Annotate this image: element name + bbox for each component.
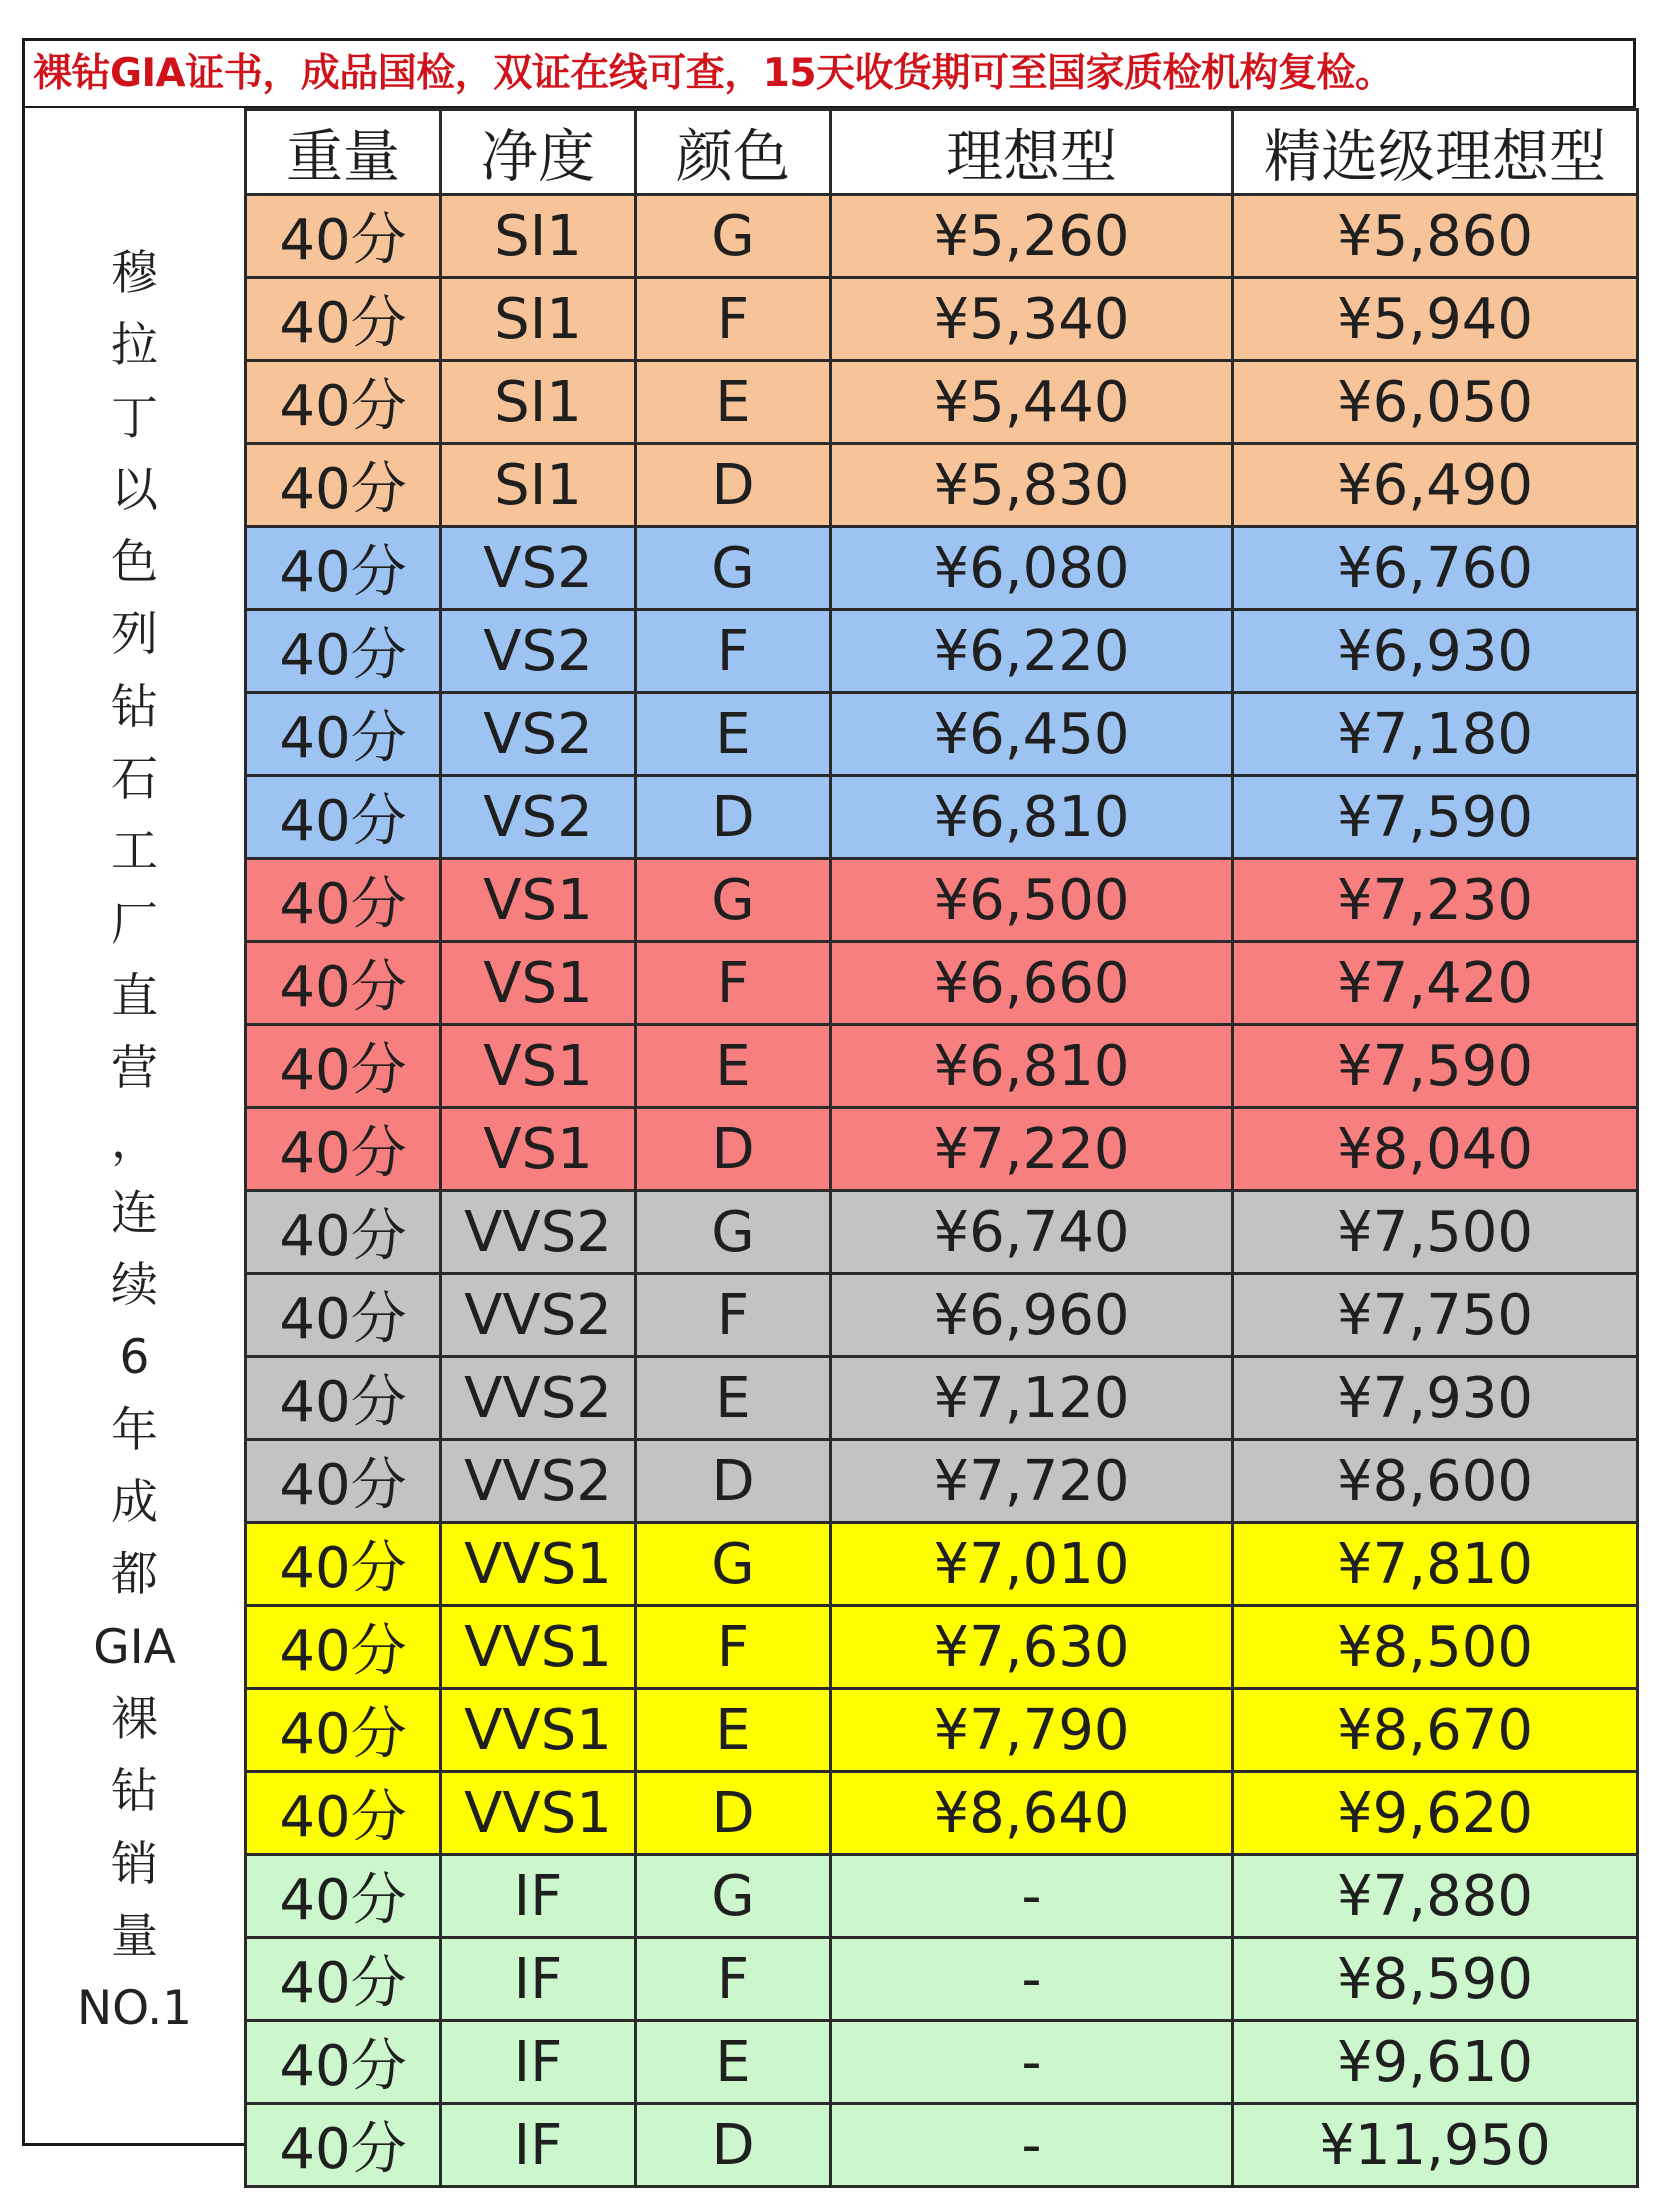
- cell-clarity: VS1: [441, 1025, 636, 1108]
- cell-clarity: VVS2: [441, 1191, 636, 1274]
- cell-ideal-price: ¥7,220: [831, 1108, 1233, 1191]
- sidebar-char: 钻: [111, 1764, 158, 1820]
- sidebar-char: 6: [119, 1330, 150, 1386]
- cell-select-price: ¥6,760: [1233, 527, 1638, 610]
- sidebar-char: 色: [111, 535, 158, 591]
- sidebar-char: 营: [111, 1041, 158, 1097]
- sidebar-char: 直: [111, 968, 158, 1024]
- cell-weight: 40分: [246, 1440, 441, 1523]
- sidebar-char: NO.1: [76, 1981, 193, 2037]
- cell-clarity: VS1: [441, 942, 636, 1025]
- cell-ideal-price: -: [831, 2104, 1233, 2187]
- cell-color: F: [636, 1274, 831, 1357]
- cell-ideal-price: ¥5,440: [831, 361, 1233, 444]
- table-row: [246, 1689, 1638, 1772]
- cell-select-price: ¥7,590: [1233, 1025, 1638, 1108]
- cell-color: G: [636, 1855, 831, 1938]
- cell-weight: 40分: [246, 1938, 441, 2021]
- cell-weight: 40分: [246, 1274, 441, 1357]
- sidebar-char: 钻: [111, 679, 158, 735]
- header-color: 颜色: [636, 110, 831, 195]
- cell-color: E: [636, 361, 831, 444]
- table-row: [246, 1274, 1638, 1357]
- cell-clarity: VVS2: [441, 1357, 636, 1440]
- cell-ideal-price: ¥6,740: [831, 1191, 1233, 1274]
- cell-color: F: [636, 942, 831, 1025]
- sidebar-char: 拉: [111, 318, 158, 374]
- cell-select-price: ¥7,880: [1233, 1855, 1638, 1938]
- cell-color: D: [636, 2104, 831, 2187]
- cell-clarity: VS2: [441, 776, 636, 859]
- cell-color: F: [636, 1938, 831, 2021]
- sidebar-char: 销: [111, 1836, 158, 1892]
- cell-clarity: VVS2: [441, 1274, 636, 1357]
- table-row: [246, 2021, 1638, 2104]
- cell-select-price: ¥7,500: [1233, 1191, 1638, 1274]
- cell-weight: 40分: [246, 1108, 441, 1191]
- price-list-frame: [22, 38, 1636, 2182]
- cell-clarity: VS1: [441, 1108, 636, 1191]
- cell-clarity: VVS2: [441, 1440, 636, 1523]
- sidebar-char: ，: [111, 1113, 158, 1169]
- cell-ideal-price: -: [831, 1855, 1233, 1938]
- sidebar-vertical-text: [25, 108, 244, 2146]
- cell-weight: 40分: [246, 1191, 441, 1274]
- table-body: [246, 195, 1638, 2187]
- cell-clarity: VS2: [441, 693, 636, 776]
- sidebar-char: 续: [111, 1258, 158, 1314]
- cell-select-price: ¥9,610: [1233, 2021, 1638, 2104]
- sidebar-char: 穆: [111, 246, 158, 301]
- table-header-row: [246, 110, 1638, 195]
- table-row: [246, 859, 1638, 942]
- cell-weight: 40分: [246, 610, 441, 693]
- cell-select-price: ¥7,230: [1233, 859, 1638, 942]
- sidebar-char: 以: [111, 462, 158, 518]
- table-row: [246, 1108, 1638, 1191]
- cell-color: E: [636, 1025, 831, 1108]
- cell-weight: 40分: [246, 444, 441, 527]
- cell-ideal-price: ¥7,010: [831, 1523, 1233, 1606]
- sidebar-char: GIA: [93, 1619, 176, 1675]
- table-row: [246, 278, 1638, 361]
- cell-ideal-price: -: [831, 2021, 1233, 2104]
- cell-weight: 40分: [246, 942, 441, 1025]
- table-row: [246, 693, 1638, 776]
- cell-clarity: VVS1: [441, 1606, 636, 1689]
- cell-color: D: [636, 1440, 831, 1523]
- cell-select-price: ¥9,620: [1233, 1772, 1638, 1855]
- cell-select-price: ¥6,490: [1233, 444, 1638, 527]
- cell-color: G: [636, 195, 831, 278]
- table-row: [246, 361, 1638, 444]
- cell-select-price: ¥7,420: [1233, 942, 1638, 1025]
- cell-clarity: IF: [441, 2104, 636, 2187]
- cell-select-price: ¥5,860: [1233, 195, 1638, 278]
- cell-color: D: [636, 1108, 831, 1191]
- table-row: [246, 776, 1638, 859]
- cell-select-price: ¥7,930: [1233, 1357, 1638, 1440]
- table-row: [246, 1440, 1638, 1523]
- cell-weight: 40分: [246, 1855, 441, 1938]
- cell-ideal-price: ¥5,260: [831, 195, 1233, 278]
- cell-ideal-price: ¥6,660: [831, 942, 1233, 1025]
- sidebar-char: 裸: [111, 1691, 158, 1747]
- banner-notice: 裸钻GIA证书，成品国检，双证在线可查，15天收货期可至国家质检机构复检。: [25, 41, 1633, 108]
- cell-color: F: [636, 1606, 831, 1689]
- cell-select-price: ¥8,590: [1233, 1938, 1638, 2021]
- cell-weight: 40分: [246, 1689, 441, 1772]
- cell-color: G: [636, 1191, 831, 1274]
- header-clarity: 净度: [441, 110, 636, 195]
- table-row: [246, 942, 1638, 1025]
- cell-weight: 40分: [246, 361, 441, 444]
- cell-color: G: [636, 859, 831, 942]
- cell-weight: 40分: [246, 527, 441, 610]
- header-select-ideal: 精选级理想型: [1233, 110, 1638, 195]
- cell-ideal-price: ¥6,450: [831, 693, 1233, 776]
- cell-ideal-price: ¥6,810: [831, 1025, 1233, 1108]
- table-row: [246, 2104, 1638, 2187]
- table-row: [246, 1025, 1638, 1108]
- cell-clarity: IF: [441, 1855, 636, 1938]
- table-row: [246, 1357, 1638, 1440]
- cell-select-price: ¥7,810: [1233, 1523, 1638, 1606]
- table-row: [246, 444, 1638, 527]
- cell-ideal-price: ¥6,220: [831, 610, 1233, 693]
- cell-select-price: ¥8,600: [1233, 1440, 1638, 1523]
- cell-color: D: [636, 1772, 831, 1855]
- cell-clarity: VS2: [441, 610, 636, 693]
- cell-color: G: [636, 527, 831, 610]
- sidebar-char: 都: [111, 1547, 158, 1603]
- table-row: [246, 1855, 1638, 1938]
- cell-weight: 40分: [246, 278, 441, 361]
- cell-clarity: SI1: [441, 195, 636, 278]
- cell-weight: 40分: [246, 1606, 441, 1689]
- cell-ideal-price: ¥5,340: [831, 278, 1233, 361]
- sidebar-char: 成: [111, 1475, 158, 1531]
- cell-ideal-price: ¥6,810: [831, 776, 1233, 859]
- cell-ideal-price: -: [831, 1938, 1233, 2021]
- table-row: [246, 1938, 1638, 2021]
- table-row: [246, 1772, 1638, 1855]
- cell-weight: 40分: [246, 2021, 441, 2104]
- cell-weight: 40分: [246, 1772, 441, 1855]
- sidebar-char: 丁: [111, 390, 158, 446]
- cell-ideal-price: ¥7,120: [831, 1357, 1233, 1440]
- sidebar-char: 量: [111, 1908, 158, 1964]
- cell-clarity: VVS1: [441, 1689, 636, 1772]
- price-table: [244, 108, 1639, 2188]
- cell-ideal-price: ¥6,960: [831, 1274, 1233, 1357]
- cell-ideal-price: ¥7,630: [831, 1606, 1233, 1689]
- cell-color: E: [636, 1357, 831, 1440]
- sidebar-char: 列: [111, 607, 158, 663]
- cell-color: E: [636, 2021, 831, 2104]
- sidebar-char: 工: [111, 824, 158, 880]
- cell-ideal-price: ¥6,500: [831, 859, 1233, 942]
- cell-select-price: ¥11,950: [1233, 2104, 1638, 2187]
- cell-select-price: ¥8,670: [1233, 1689, 1638, 1772]
- table-row: [246, 1191, 1638, 1274]
- cell-clarity: IF: [441, 1938, 636, 2021]
- cell-select-price: ¥7,750: [1233, 1274, 1638, 1357]
- cell-color: F: [636, 278, 831, 361]
- cell-select-price: ¥6,050: [1233, 361, 1638, 444]
- cell-ideal-price: ¥6,080: [831, 527, 1233, 610]
- cell-weight: 40分: [246, 1523, 441, 1606]
- cell-color: G: [636, 1523, 831, 1606]
- cell-clarity: SI1: [441, 361, 636, 444]
- cell-weight: 40分: [246, 195, 441, 278]
- cell-select-price: ¥5,940: [1233, 278, 1638, 361]
- cell-select-price: ¥8,040: [1233, 1108, 1638, 1191]
- sidebar-char: 年: [111, 1402, 158, 1458]
- cell-clarity: VVS1: [441, 1772, 636, 1855]
- cell-weight: 40分: [246, 1357, 441, 1440]
- cell-select-price: ¥6,930: [1233, 610, 1638, 693]
- cell-color: F: [636, 610, 831, 693]
- cell-color: D: [636, 776, 831, 859]
- cell-clarity: IF: [441, 2021, 636, 2104]
- cell-select-price: ¥7,590: [1233, 776, 1638, 859]
- table-row: [246, 1606, 1638, 1689]
- cell-ideal-price: ¥7,790: [831, 1689, 1233, 1772]
- cell-weight: 40分: [246, 776, 441, 859]
- cell-color: D: [636, 444, 831, 527]
- cell-clarity: SI1: [441, 444, 636, 527]
- cell-weight: 40分: [246, 693, 441, 776]
- table-row: [246, 610, 1638, 693]
- cell-ideal-price: ¥5,830: [831, 444, 1233, 527]
- cell-ideal-price: ¥8,640: [831, 1772, 1233, 1855]
- header-ideal: 理想型: [831, 110, 1233, 195]
- header-weight: 重量: [246, 110, 441, 195]
- cell-weight: 40分: [246, 1025, 441, 1108]
- cell-color: E: [636, 693, 831, 776]
- sidebar-char: 连: [111, 1185, 158, 1241]
- sidebar-char: 石: [111, 752, 158, 808]
- cell-ideal-price: ¥7,720: [831, 1440, 1233, 1523]
- cell-clarity: VS2: [441, 527, 636, 610]
- cell-clarity: VVS1: [441, 1523, 636, 1606]
- cell-select-price: ¥8,500: [1233, 1606, 1638, 1689]
- cell-select-price: ¥7,180: [1233, 693, 1638, 776]
- table-row: [246, 527, 1638, 610]
- cell-weight: 40分: [246, 859, 441, 942]
- cell-color: E: [636, 1689, 831, 1772]
- cell-weight: 40分: [246, 2104, 441, 2187]
- cell-clarity: VS1: [441, 859, 636, 942]
- sidebar-char: 厂: [111, 896, 158, 952]
- cell-clarity: SI1: [441, 278, 636, 361]
- table-row: [246, 1523, 1638, 1606]
- table-row: [246, 195, 1638, 278]
